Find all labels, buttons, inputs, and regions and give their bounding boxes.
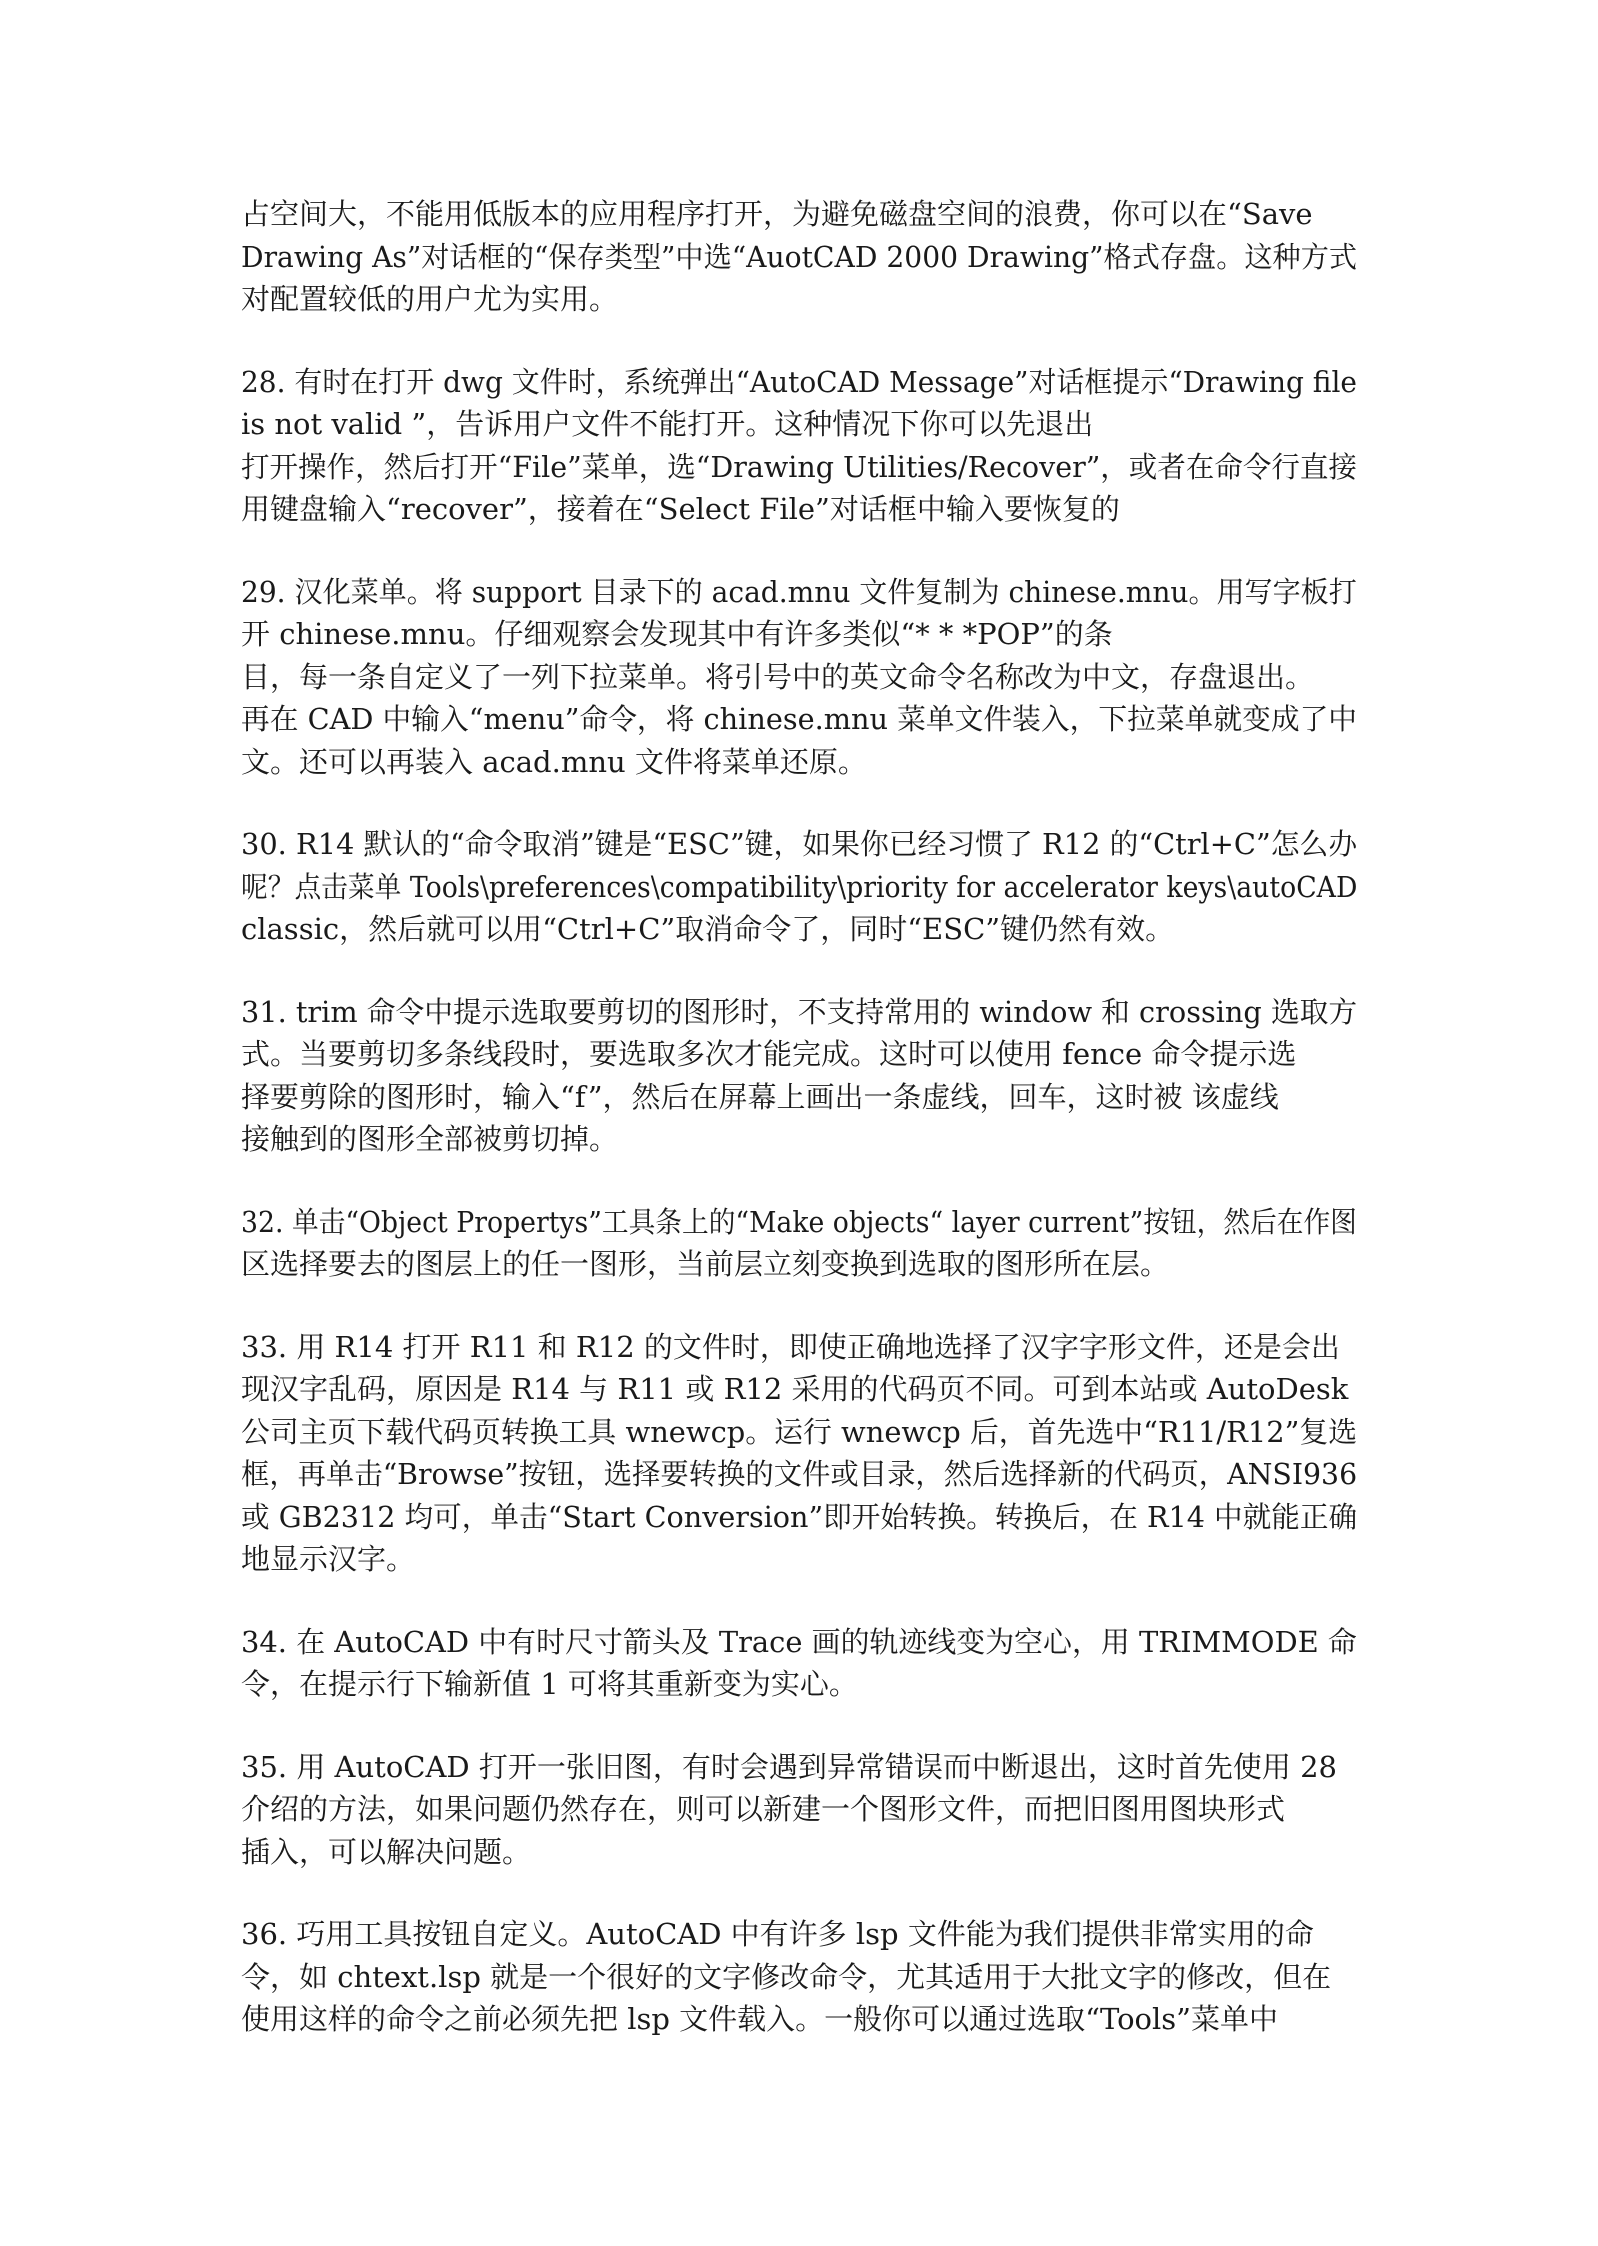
- text-line: 29. 汉化菜单。将 support 目录下的 acad.mnu 文件复制为 chinese.mnu。用写字板打: [241, 574, 1357, 609]
- paragraph: [241, 1621, 1357, 1706]
- paragraph: [241, 1326, 1357, 1581]
- text-line: 令，如 chtext.lsp 就是一个很好的文字修改命令，尤其适用于大批文字的修改，但在: [241, 1959, 1332, 1994]
- text-line: 33. 用 R14 打开 R11 和 R12 的文件时，即使正确地选择了汉字字形文件，还是会出: [241, 1329, 1340, 1364]
- text-line: 目，每一条自定义了一列下拉菜单。将引号中的英文命令名称改为中文，存盘退出。: [241, 659, 1315, 694]
- paragraph: [241, 1746, 1357, 1874]
- text-line: 28. 有时在打开 dwg 文件时，系统弹出“AutoCAD Message”对话框提示“Drawing file: [241, 364, 1357, 399]
- paragraph: [241, 361, 1357, 531]
- text-line: 32. 单击“Object Propertys”工具条上的“Make objects“ layer current”按钮，然后在作图: [241, 1204, 1357, 1239]
- paragraph: [241, 571, 1357, 784]
- paragraph: [241, 991, 1357, 1161]
- text-line: 令，在提示行下输新值 1 可将其重新变为实心。: [241, 1667, 858, 1701]
- text-line: 公司主页下载代码页转换工具 wnewcp。运行 wnewcp 后，首先选中“R11/R12”复选: [241, 1414, 1358, 1449]
- text-line: classic，然后就可以用“Ctrl+C”取消命令了，同时“ESC”键仍然有效。: [241, 912, 1175, 946]
- text-line: 地显示汉字。: [241, 1542, 416, 1576]
- text-line: 再在 CAD 中输入“menu”命令，将 chinese.mnu 菜单文件装入，下拉菜单就变成了中: [241, 702, 1358, 736]
- text-line: 区选择要去的图层上的任一图形，当前层立刻变换到选取的图形所在层。: [241, 1247, 1170, 1281]
- text-line: 框，再单击“Browse”按钮，选择要转换的文件或目录，然后选择新的代码页，ANSI936: [241, 1457, 1358, 1491]
- paragraph: [241, 193, 1357, 321]
- text-line: 对配置较低的用户尤为实用。: [241, 282, 619, 316]
- text-line: 30. R14 默认的“命令取消”键是“ESC”键，如果你已经习惯了 R12 的“Ctrl+C”怎么办: [241, 827, 1358, 861]
- paragraph: [241, 1913, 1357, 2041]
- text-line: 呢？点击菜单 Tools\preferences\compatibility\priority for accelerator keys\autoCAD: [241, 869, 1358, 904]
- text-line: 用键盘输入“recover”，接着在“Select File”对话框中输入要恢复的: [241, 492, 1120, 526]
- text-line: 介绍的方法，如果问题仍然存在，则可以新建一个图形文件，而把旧图用图块形式: [241, 1792, 1286, 1826]
- text-line: 35. 用 AutoCAD 打开一张旧图，有时会遇到异常错误而中断退出，这时首先使用 28: [241, 1749, 1338, 1784]
- paragraph: [241, 1201, 1357, 1286]
- text-line: 文。还可以再装入 acad.mnu 文件将菜单还原。: [241, 744, 867, 779]
- text-line: 式。当要剪切多条线段时，要选取多次才能完成。这时可以使用 fence 命令提示选: [241, 1037, 1297, 1071]
- text-line: 34. 在 AutoCAD 中有时尺寸箭头及 Trace 画的轨迹线变为空心，用 TRIMMODE 命: [241, 1624, 1357, 1659]
- text-line: 31. trim 命令中提示选取要剪切的图形时，不支持常用的 window 和 crossing 选取方: [241, 994, 1358, 1029]
- text-line: 使用这样的命令之前必须先把 lsp 文件载入。一般你可以通过选取“Tools”菜单中: [241, 2002, 1278, 2036]
- text-line: 插入，可以解决问题。: [241, 1834, 532, 1869]
- text-line: 36. 巧用工具按钮自定义。AutoCAD 中有许多 lsp 文件能为我们提供非常实用的命: [241, 1917, 1314, 1951]
- text-line: 择要剪除的图形时，输入“f”，然后在屏幕上画出一条虚线，回车，这时被 该虚线: [241, 1079, 1279, 1114]
- text-line: Drawing As”对话框的“保存类型”中选“AuotCAD 2000 Drawing”格式存盘。这种方式: [241, 239, 1358, 274]
- text-line: is not valid ”，告诉用户文件不能打开。这种情况下你可以先退出: [241, 407, 1094, 441]
- text-line: 现汉字乱码，原因是 R14 与 R11 或 R12 采用的代码页不同。可到本站或 AutoDesk: [241, 1372, 1349, 1406]
- text-line: 或 GB2312 均可，单击“Start Conversion”即开始转换。转换后，在 R14 中就能正确: [241, 1499, 1358, 1534]
- text-line: 开 chinese.mnu。仔细观察会发现其中有许多类似“* * *POP”的条: [241, 617, 1113, 651]
- text-line: 打开操作，然后打开“File”菜单，选“Drawing Utilities/Recover”，或者在命令行直接: [241, 449, 1357, 484]
- document-body: [241, 193, 1357, 2081]
- paragraph: [241, 823, 1357, 951]
- text-line: 接触到的图形全部被剪切掉。: [241, 1122, 619, 1156]
- text-line: 占空间大，不能用低版本的应用程序打开，为避免磁盘空间的浪费，你可以在“Save: [241, 197, 1313, 231]
